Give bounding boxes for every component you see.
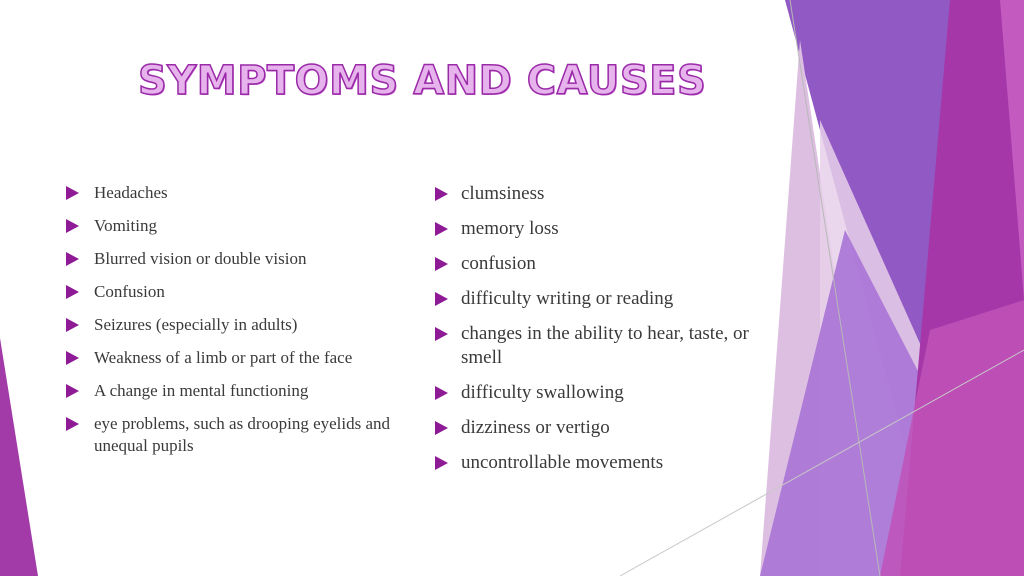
list-item [435, 287, 765, 311]
list-item [435, 381, 765, 405]
list-item-text: Vomiting [94, 216, 157, 235]
list-item [66, 347, 406, 369]
list-item-text: Blurred vision or double vision [94, 249, 307, 268]
list-item [435, 451, 765, 475]
triangle-right-icon [66, 219, 79, 233]
list-item-text: confusion [461, 253, 536, 274]
list-item [66, 281, 406, 303]
list-item [66, 215, 406, 237]
list-item [435, 217, 765, 241]
list-item [435, 416, 765, 440]
list-item-text: Confusion [94, 282, 165, 301]
triangle-right-icon [66, 318, 79, 332]
list-item-text: clumsiness [461, 183, 545, 204]
triangle-right-icon [435, 327, 448, 341]
list-item [66, 248, 406, 270]
list-item-text: changes in the ability to hear, taste, or smell [461, 323, 749, 368]
list-item-text: uncontrollable movements [461, 452, 664, 473]
list-item [435, 182, 765, 206]
slide-title: SYMPTOMS AND CAUSES [138, 58, 707, 104]
list-item [66, 380, 406, 402]
triangle-right-icon [66, 252, 79, 266]
triangle-right-icon [435, 386, 448, 400]
list-item-text: difficulty swallowing [461, 382, 624, 403]
left-edge-shape [0, 338, 38, 576]
triangle-right-icon [435, 456, 448, 470]
triangle-right-icon [66, 351, 79, 365]
list-item-text: Weakness of a limb or part of the face [94, 348, 353, 367]
list-item-text: Headaches [94, 183, 168, 202]
list-item-text: difficulty writing or reading [461, 288, 674, 309]
triangle-right-icon [435, 222, 448, 236]
triangle-right-icon [435, 187, 448, 201]
list-item-text: A change in mental functioning [94, 381, 309, 400]
list-item [66, 413, 406, 457]
symptoms-list-left [66, 182, 406, 468]
list-item-text: eye problems, such as drooping eyelids and unequal pupils [94, 414, 391, 455]
symptoms-list-right [435, 182, 765, 486]
triangle-right-icon [435, 421, 448, 435]
triangle-right-icon [435, 257, 448, 271]
list-item-text: Seizures (especially in adults) [94, 315, 298, 334]
list-item [66, 182, 406, 204]
list-item [435, 252, 765, 276]
list-item [66, 314, 406, 336]
triangle-right-icon [66, 417, 79, 431]
list-item-text: dizziness or vertigo [461, 417, 610, 438]
triangle-right-icon [66, 285, 79, 299]
triangle-right-icon [66, 384, 79, 398]
triangle-right-icon [435, 292, 448, 306]
list-item-text: memory loss [461, 218, 559, 239]
triangle-right-icon [66, 186, 79, 200]
list-item [435, 322, 765, 370]
